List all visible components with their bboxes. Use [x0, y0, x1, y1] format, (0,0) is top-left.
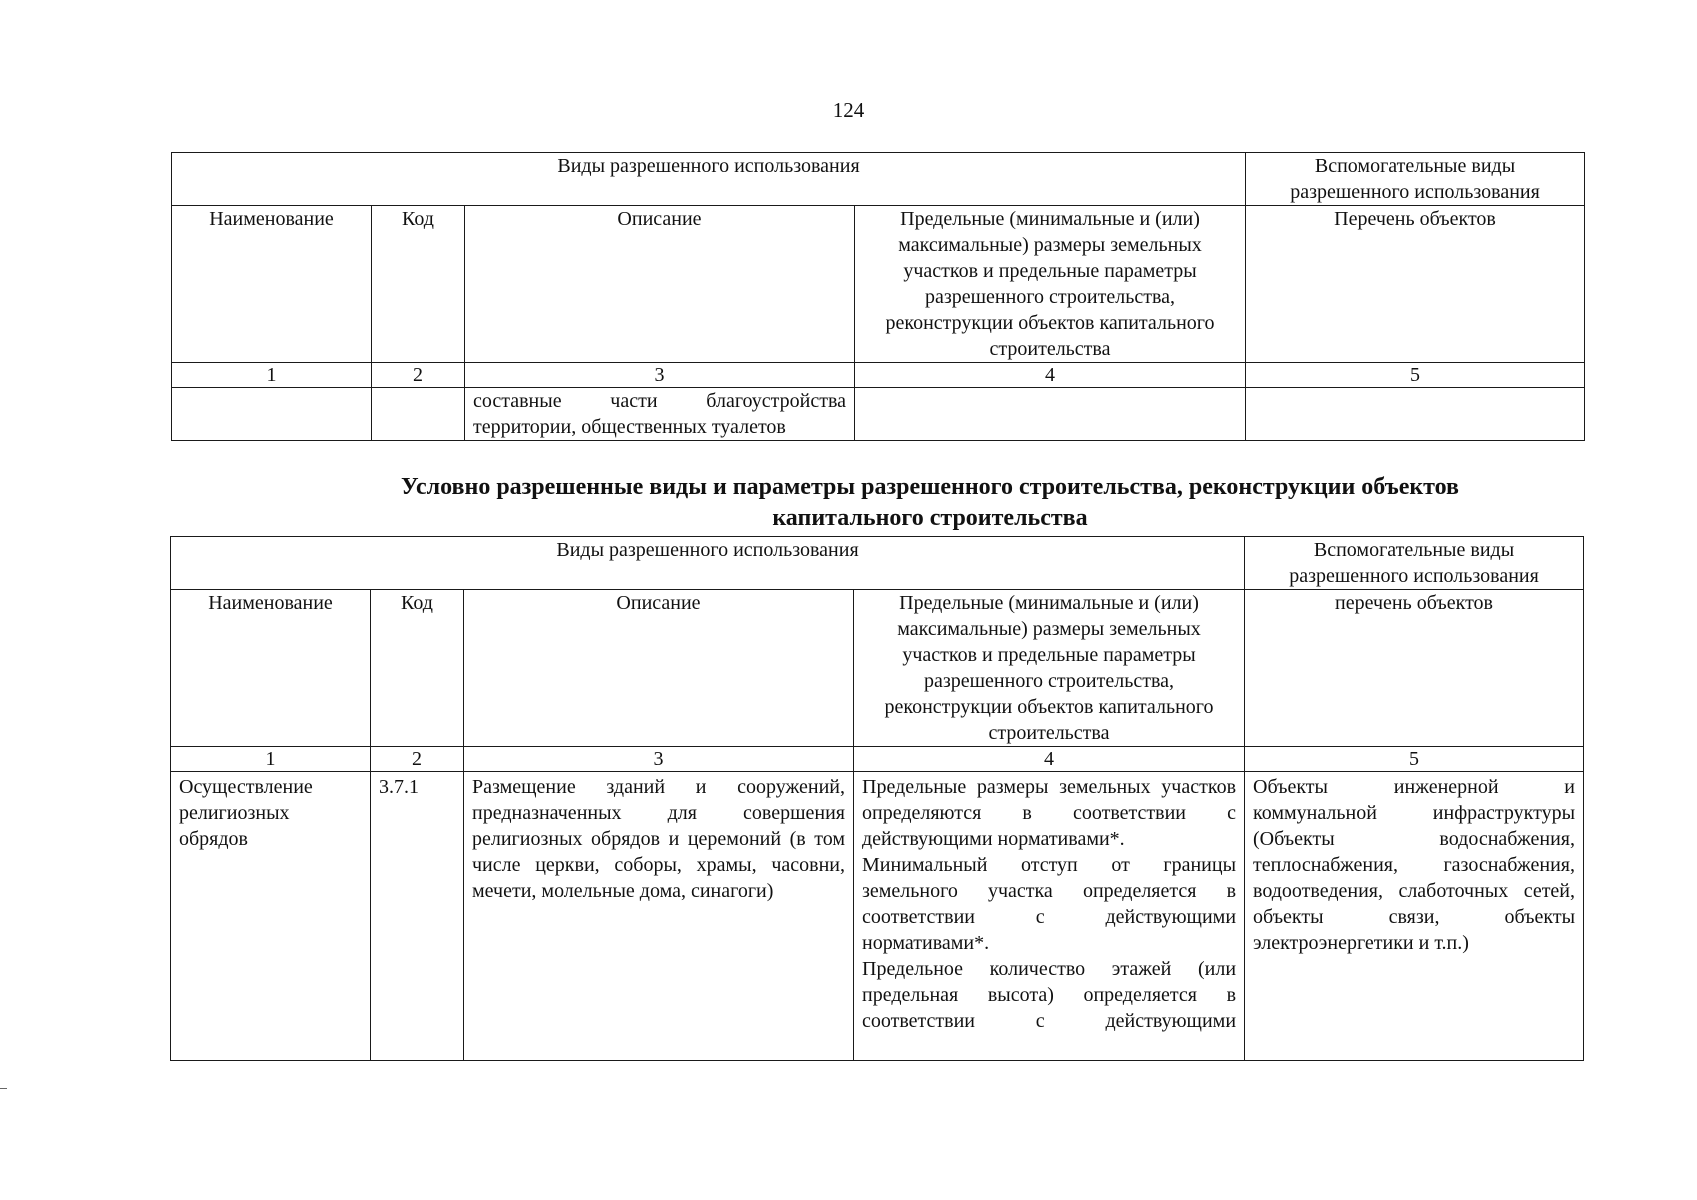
- margin-mark: [0, 1088, 7, 1089]
- table-row: [172, 388, 1585, 441]
- col-code-header: Код: [371, 590, 464, 747]
- col-name-header: Наименование: [172, 206, 372, 363]
- col-list-header: Перечень объектов: [1246, 206, 1585, 363]
- header-row-columns: [171, 590, 1584, 747]
- section-title: [280, 472, 1580, 534]
- params-cell: [854, 772, 1245, 1061]
- aux-title-cell: Вспомогательные виды разрешенного использования: [1245, 537, 1584, 590]
- section-title-line: Условно разрешенные виды и параметры разрешенного строительства, реконструкции объектов: [400, 474, 1460, 500]
- col-number: 2: [372, 363, 465, 388]
- params-paragraph: Предельные размеры земельных участков определяются в соответствии с действующими нормативами*.: [862, 776, 1237, 850]
- column-number-row: [171, 747, 1584, 772]
- col-name-header: Наименование: [171, 590, 371, 747]
- col-number: 2: [371, 747, 464, 772]
- col-number: 1: [172, 363, 372, 388]
- col-number: 3: [465, 363, 855, 388]
- col-description-header: Описание: [465, 206, 855, 363]
- group-title-cell: Виды разрешенного использования: [172, 153, 1246, 206]
- col-code-header: Код: [372, 206, 465, 363]
- aux-title-cell: Вспомогательные виды разрешенного использования: [1246, 153, 1585, 206]
- params-cell: [855, 388, 1246, 441]
- col-number: 1: [171, 747, 371, 772]
- header-row-columns: [172, 206, 1585, 363]
- header-row-group: [172, 153, 1585, 206]
- conditional-use-table: [170, 536, 1584, 1061]
- col-params-header: Предельные (минимальные и (или) максимальные) размеры земельных участков и предельные параметры разрешенного строительства, реконструкции объектов капитального строительства: [854, 590, 1245, 747]
- description-cell: Размещение зданий и сооружений, предназначенных для совершения религиозных обрядов и церемоний (в том числе церкви, соборы, храмы, часовни, мечети, молельные дома, синагоги): [464, 772, 854, 1061]
- table-row: [171, 772, 1584, 1061]
- col-number: 4: [854, 747, 1245, 772]
- name-cell: [172, 388, 372, 441]
- col-number: 3: [464, 747, 854, 772]
- header-row-group: [171, 537, 1584, 590]
- aux-objects-cell: Объекты инженерной и коммунальной инфраструктуры (Объекты водоснабжения, теплоснабжения, газоснабжения, водоотведения, слаботочных сетей, объекты связи, объекты электроэнергетики и т.п.): [1245, 772, 1584, 1061]
- col-params-header: Предельные (минимальные и (или) максимальные) размеры земельных участков и предельные параметры разрешенного строительства, реконструкции объектов капитального строительства: [855, 206, 1246, 363]
- code-cell: 3.7.1: [371, 772, 464, 1061]
- col-description-header: Описание: [464, 590, 854, 747]
- column-number-row: [172, 363, 1585, 388]
- code-cell: [372, 388, 465, 441]
- params-paragraph: Минимальный отступ от границы земельного участка определяется в соответствии с действующими нормативами*.: [862, 854, 1237, 954]
- col-number: 4: [855, 363, 1246, 388]
- name-cell: Осуществление религиозных обрядов: [171, 772, 371, 1061]
- section-title-line: капитального строительства: [772, 505, 1088, 531]
- description-cell: [465, 388, 855, 441]
- permitted-use-table-continued: [171, 152, 1585, 441]
- col-number: 5: [1245, 747, 1584, 772]
- col-list-header: перечень объектов: [1245, 590, 1584, 747]
- col-number: 5: [1246, 363, 1585, 388]
- aux-cell: [1246, 388, 1585, 441]
- page-number: 124: [832, 98, 865, 122]
- params-paragraph: Предельное количество этажей (или предельная высота) определяется в соответствии с действующими: [862, 958, 1237, 1032]
- description-line: составные части благоустройства: [473, 390, 846, 412]
- description-line: территории, общественных туалетов: [473, 416, 786, 438]
- group-title-cell: Виды разрешенного использования: [171, 537, 1245, 590]
